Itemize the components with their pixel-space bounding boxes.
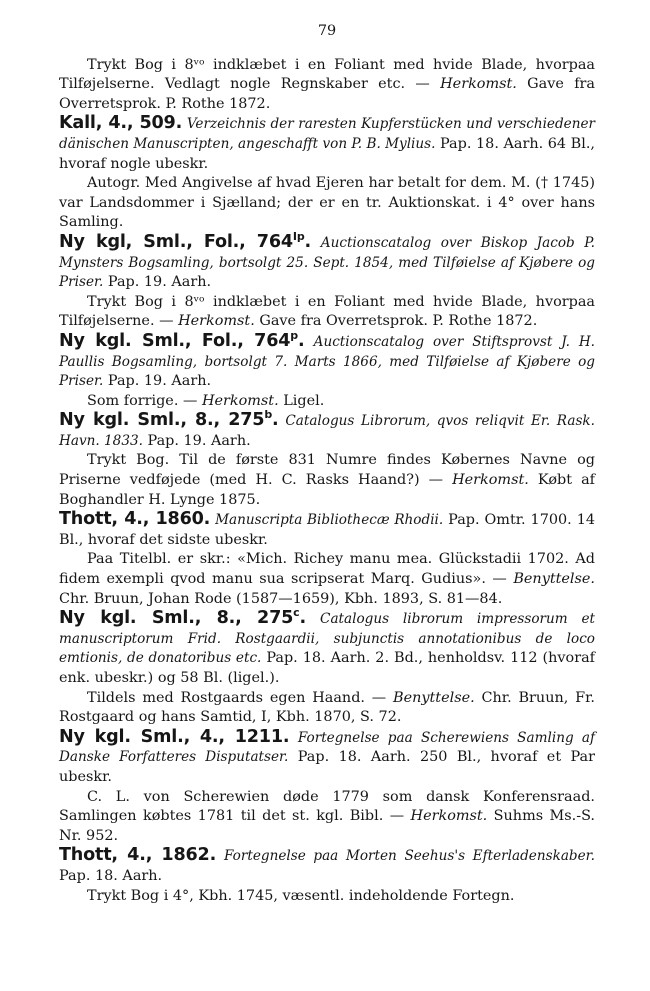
- entry-details: Pap. 18. Aarh. 2. Bd., henholdsv. 112 (hvoraf enk. ubeskr.) og 58 Bl. (ligel.).: [59, 650, 595, 686]
- entry-shelfmark: Ny kgl. Sml., 8., 275$^c$.: [59, 606, 306, 629]
- catalog-entry: [59, 56, 595, 115]
- entry-head: [59, 606, 595, 688]
- paragraph-italic: Herkomst.: [452, 472, 529, 489]
- paragraph-text: Trykt Bog i 4°, Kbh. 1745, væsentl. indeholdende Fortegn.: [87, 887, 515, 904]
- entry-details: Pap. 19. Aarh.: [142, 432, 251, 449]
- entry-details: Pap. 19. Aarh.: [103, 274, 212, 291]
- shelfmark-sup: Ip: [292, 230, 305, 244]
- entry-details: Pap. Omtr. 1700. 14 Bl., hvoraf det sidste ubeskr.: [59, 512, 596, 548]
- entry-title: Catalogus Librorum, qvos reliqvit Er. Rask. Havn. 1833.: [59, 413, 595, 449]
- entry-head: [59, 230, 595, 293]
- paragraph-tail: Suhms Ms.-S. Nr. 952.: [59, 808, 595, 844]
- paragraph-tail: Gave fra Overretsprok. P. Rothe 1872.: [59, 76, 595, 112]
- paragraph-italic: Herkomst.: [440, 76, 517, 93]
- entry-paragraph: [59, 550, 595, 609]
- paragraph-italic: Herkomst.: [201, 392, 279, 409]
- entry-details: Pap. 18. Aarh. 250 Bl., hvoraf et Par ubeskr.: [59, 749, 595, 785]
- paragraph-italic: Herkomst.: [178, 313, 255, 330]
- page-number: 79: [317, 23, 337, 39]
- entry-title: Manuscripta Bibliothecæ Rhodii.: [215, 512, 444, 529]
- entry-details: Pap. 18. Aarh. 64 Bl., hvoraf nogle ubeskr.: [59, 135, 595, 172]
- paragraph-text: Autogr. Med Angivelse af hvad Ejeren har betalt for dem. M. († 1745) var Landsdommer i Sjælland; der er en tr. Auktionskat. i 4° over hans Samling.: [59, 175, 595, 231]
- entry-paragraph: [59, 293, 595, 332]
- entry-title: Auctionscatalog over Stiftsprovst J. H. Paullis Bogsamling, bortsolgt 7. Marts 1866, med Tilføielse af Kjøbere og Priser.: [59, 333, 596, 390]
- shelfmark-text: Ny kgl. Sml., 8., 275: [59, 410, 265, 431]
- paragraph-italic: Herkomst.: [410, 808, 488, 825]
- paragraph-text: Trykt Bog i 8ᵛᵒ indklæbet i en Foliant med hvide Blade, hvorpaa Tilføjelserne. Vedlagt nogle Regnskaber etc. —: [59, 56, 595, 93]
- entry-shelfmark: Ny kgl, Sml., Fol., $764^{Ip}$.: [59, 230, 311, 252]
- shelfmark-text: Ny kgl, Sml., Fol., 764: [59, 231, 293, 252]
- catalog-entry: [59, 606, 595, 728]
- paragraph-text: C. L. von Scherewien døde 1779 som dansk Konferensraad. Samlingen købtes 1781 til det st. kgl. Bibl. —: [59, 788, 595, 825]
- shelfmark-sup: b: [264, 408, 273, 422]
- entry-details: Pap. 18. Aarh.: [59, 867, 163, 884]
- entry-head: [59, 846, 595, 886]
- paragraph-tail: Gave fra Overretsprok. P. Rothe 1872.: [254, 313, 538, 330]
- entry-shelfmark: Thott, 4., 1862.: [59, 845, 217, 866]
- entry-paragraph: [59, 392, 595, 412]
- entry-paragraph: [59, 788, 595, 847]
- shelfmark-text: Ny kgl. Sml., 8., 275: [59, 608, 294, 629]
- paragraph-tail: Chr. Bruun, Fr. Rostgaard og hans Samtid, I, Kbh. 1870, S. 72.: [59, 689, 595, 726]
- entry-head: [59, 408, 595, 451]
- shelfmark-text: Ny kgl. Sml., Fol., 764: [59, 330, 291, 351]
- entry-shelfmark: Thott, 4., 1860.: [59, 509, 211, 530]
- catalog-entry: [59, 408, 595, 510]
- shelfmark-sup: c: [293, 606, 300, 620]
- catalog-entry: [59, 510, 595, 609]
- catalog-entry: [59, 728, 595, 847]
- entry-title: Fortegnelse paa Morten Seehus's Efterladenskaber.: [223, 848, 595, 865]
- paragraph-text: Som forrige. —: [87, 392, 202, 409]
- entry-paragraph: [59, 689, 595, 728]
- entry-paragraph: [59, 174, 595, 233]
- entry-details: Pap. 19. Aarh.: [103, 373, 212, 390]
- entry-paragraph: [59, 56, 595, 115]
- paragraph-italic: Benyttelse.: [513, 571, 595, 588]
- paragraph-tail: Ligel.: [278, 392, 325, 409]
- paragraph-text: Trykt Bog. Til de første 831 Numre findes Købernes Navne og Priserne vedføjede (med H. C. Rasks Haand?) —: [59, 452, 595, 489]
- paragraph-text: Paa Titelbl. er skr.: «Mich. Richey manu mea. Glückstadii 1702. Ad fidem exempli qvod manu sua scripserat Marq. Gudius». —: [59, 551, 595, 588]
- entry-title: Fortegnelse paa Scherewiens Samling af Danske Forfatteres Disputatser.: [59, 729, 595, 766]
- entry-paragraph: [59, 451, 595, 510]
- entry-title: Auctionscatalog over Biskop Jacob P. Mynsters Bogsamling, bortsolgt 25. Sept. 1854, med Tilføielse af Kjøbere og Priser.: [59, 234, 595, 291]
- entry-shelfmark: Ny kgl. Sml., Fol., 764$^p$.: [59, 329, 305, 351]
- entry-shelfmark: Kall, 4., 509.: [59, 113, 183, 134]
- entry-head: [59, 728, 595, 788]
- paragraph-tail: Købt af Boghandler H. Lynge 1875.: [59, 472, 595, 508]
- paragraph-text: Trykt Bog i 8ᵛᵒ indklæbet i en Foliant med hvide Blade, hvorpaa Tilføjelserne. —: [59, 293, 595, 330]
- paragraph-tail: Chr. Bruun, Johan Rode (1587—1659), Kbh. 1893, S. 81—84.: [59, 590, 503, 607]
- catalog-entry: [59, 230, 595, 332]
- catalog-entry: [59, 846, 595, 906]
- entry-title: Catalogus librorum impressorum et manuscriptorum Frid. Rostgaardii, subjunctis annotationibus de loco emtionis, de donatoribus etc.: [59, 611, 595, 667]
- entry-shelfmark: Ny kgl. Sml., 4., 1211.: [59, 726, 290, 747]
- entry-title: Verzeichnis der raresten Kupferstücken und verschiedener dänischen Manuscripten, angeschafft von P. B. Mylius.: [59, 116, 596, 152]
- catalog-entry: [59, 114, 595, 233]
- entry-head: [59, 114, 595, 174]
- entry-head: [59, 329, 596, 392]
- entry-shelfmark: Ny kgl. Sml., 8., 275$^b$.: [59, 408, 279, 431]
- paragraph-italic: Benyttelse.: [393, 689, 475, 706]
- paragraph-text: Tildels med Rostgaards egen Haand. —: [87, 689, 394, 706]
- catalog-entry: [59, 329, 596, 411]
- entry-head: [59, 510, 595, 550]
- shelfmark-sup: p: [290, 329, 298, 343]
- entry-paragraph: [59, 887, 595, 907]
